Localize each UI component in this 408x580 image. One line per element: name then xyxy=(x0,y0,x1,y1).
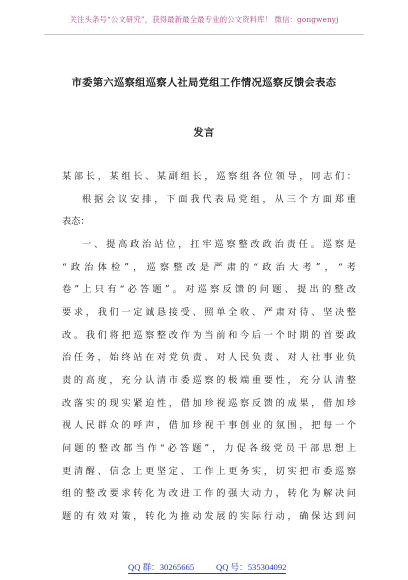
paragraph-line: 组的整改要求转化为改进工作的强大动力，转化为解决问 xyxy=(62,488,356,499)
section-heading-line: 一、提高政治站位，扛牢巡察整改政治责任。巡察是 xyxy=(82,239,356,250)
qq-number-link[interactable]: QQ 号：535304092 xyxy=(216,562,287,572)
paragraph-line: 问题的整改都当作“必答题”，力促各级党员干部思想上 xyxy=(62,443,356,454)
paragraph-line: 表态： xyxy=(62,216,90,227)
greeting-text: 某部长，某组长、某副组长，巡察组各位领导，同志们： xyxy=(62,171,356,182)
paragraph-line: 视人民群众的呼声，借加珍视干事创业的氛围，把每一个 xyxy=(62,420,356,431)
document-title: 市委第六巡察组巡察人社局党组工作情况巡察反馈会表态 xyxy=(71,77,337,89)
paragraph-line: 更清醒、信念上更坚定、工作上更务实，切实把市委巡察 xyxy=(62,466,356,477)
header-banner: 关注头条号“公文研究”，获得最新最全最专业的公文资料库！ 微信：gongwenyj xyxy=(69,15,339,24)
paragraph-line: 题的有效对策，转化为推动发展的实际行动，确保达到问 xyxy=(62,511,356,522)
document-title-continued: 发言 xyxy=(193,127,215,139)
paragraph-line: 卷”上只有“必答题”。对巡察反馈的问题、提出的整改 xyxy=(62,284,356,295)
paragraph-line: 要求，我们一定诚恳接受、照单全收、严肃对待、坚决整 xyxy=(62,307,356,318)
page-footer xyxy=(0,561,408,575)
header-divider xyxy=(44,34,364,35)
footer-underline xyxy=(128,573,286,574)
paragraph-line: 改。我们将把巡察整改作为当前和今后一个时期的首要政 xyxy=(62,330,356,341)
qq-group-link[interactable]: QQ 群：30265665 xyxy=(128,562,195,572)
paragraph-line: 治任务，始终站在对党负责、对人民负责、对人社事业负 xyxy=(62,352,356,363)
paragraph-line: 责的高度，充分认清市委巡察的极端重要性，充分认清整 xyxy=(62,375,356,386)
paragraph-line: 改落实的现实紧迫性，借加珍视巡察反馈的成果，借加珍 xyxy=(62,398,356,409)
paragraph-line: “政治体检”，巡察整改是严肃的“政治大考”，“考 xyxy=(62,262,356,273)
paragraph-line: 根据会议安排，下面我代表局党组，从三个方面郑重 xyxy=(82,194,356,205)
